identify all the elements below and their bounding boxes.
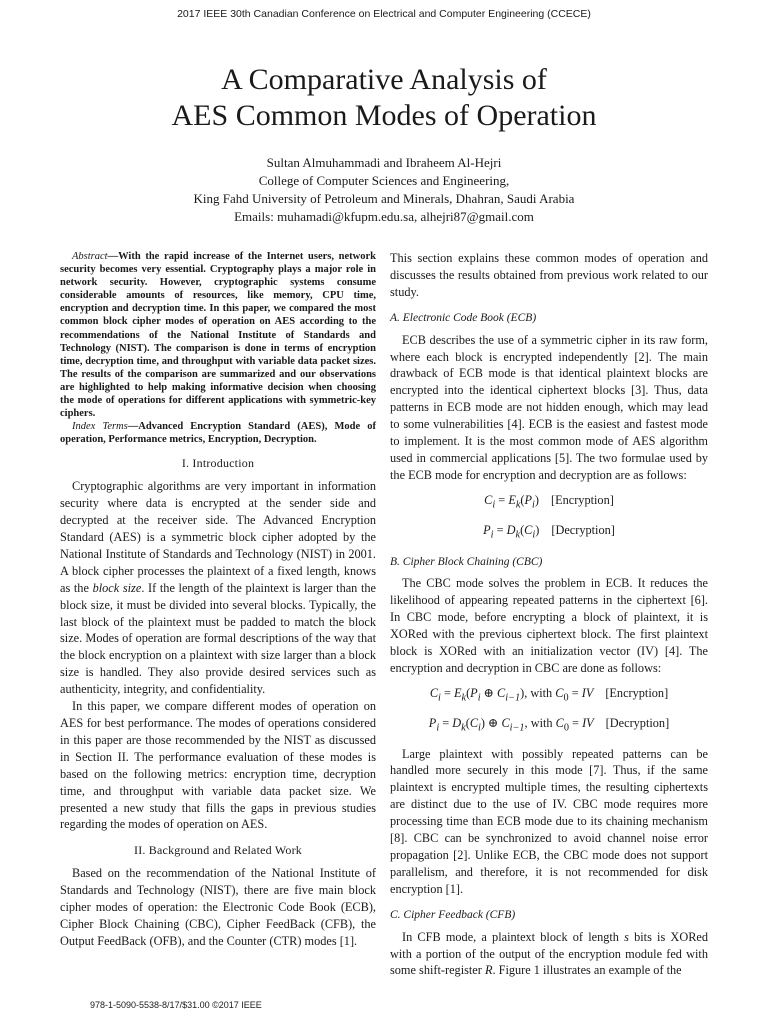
author-block <box>0 154 768 226</box>
cbc-encryption-tag: [Encryption] <box>605 685 669 700</box>
intro-p1-emphasis: block size <box>92 580 142 595</box>
paper-title <box>0 62 768 134</box>
abstract-text: —With the rapid increase of the Internet users, network security becomes very essential. Cryptography plays a major role in network security. However, cryptographic systems consume considerable amounts of resources, like memory, CPU time, encryption and decryption time. In this paper, we compared the most common block cipher modes of operation on AES according to the recommendations of the National Institute of Standards and Technology (NIST). The comparison is done in terms of encryption time, decryption time, and throughput with variable data packet sizes. The results of the comparison are summarized and our observations are highlighted to help making informative decision when choosing the mode of operations for different applications with symmetric-key ciphers. <box>60 251 376 420</box>
ecb-paragraph: ECB describes the use of a symmetric cipher in its raw form, where each block is encrypted independently [2]. The main drawback of ECB mode is that identical plaintext blocks are encrypted into the identical ciphertext blocks [3]. Thus, data patterns in ECB mode are not hidden enough, which may lead to some vulnerabilities [4]. ECB is the easiest and fastest mode to implement. It is the most common mode of AES algorithm used in commercial applications [5]. The two formulae used by the ECB mode for encryption and decryption are as follows: <box>390 332 708 482</box>
index-terms <box>60 420 376 446</box>
cfb-text-b: bits is XORed with a portion of the output of the encryption module fed with some shift-register <box>390 929 709 978</box>
cfb-text-a: In CFB mode, a plaintext block of length <box>402 929 625 944</box>
index-terms-label: Index Terms <box>72 421 128 433</box>
subsection-heading-cfb: C. Cipher Feedback (CFB) <box>390 908 516 921</box>
cfb-text-c: . Figure 1 illustrates an example of the <box>492 963 682 978</box>
abstract-label: Abstract <box>72 251 108 262</box>
cfb-paragraph <box>390 929 708 980</box>
ecb-encryption-equation: $C_i = E_k(P_i)$ [Encryption] <box>484 492 614 511</box>
cbc-paragraph-2: Large plaintext with possibly repeated patterns can be handled more securely in this mode [7]. Thus, if the same plaintext is encrypted multiple times, the resulting ciphertexts are distinct due to the use of IV. CBC mode requires more processing time than ECB mode due to its chaining mechanism [8]. CBC can be synchronized to avoid channel noise error propagation [2]. Unlike ECB, the CBC mode does not support parallelism, and therefore, it is not recommended for disk encryption [1]. <box>390 746 708 896</box>
index-terms-text: —Advanced Encryption Standard (AES), Mode of operation, Performance metrics, Encryption, Decryption. <box>60 421 376 446</box>
background-paragraph-1: Based on the recommendation of the National Institute of Standards and Technology (NIST), there are five main block cipher modes of operation: the Electronic Code Book (ECB), Cipher Block Chaining (CBC), Cipher FeedBack (CFB), the Output FeedBack (OFB), and the Counter (CTR) modes [1]. <box>60 866 376 948</box>
cbc-with-2: with <box>530 716 553 731</box>
cbc-encryption-equation: $C_i = E_k(P_i$ ⊕ $C_{i-1}$), with $C_0$ = IV [Encryption] <box>429 685 669 704</box>
ecb-decryption-tag: [Decryption] <box>551 523 615 538</box>
cfb-var-s: s <box>624 929 629 944</box>
cfb-var-r: R <box>484 963 493 978</box>
conference-header: 2017 IEEE 30th Canadian Conference on Electrical and Computer Engineering (CCECE) <box>177 8 591 20</box>
author-names: Sultan Almuhammadi and Ibraheem Al-Hejri <box>266 155 502 170</box>
right-column <box>390 250 708 979</box>
title-line-1: A Comparative Analysis of <box>221 63 547 96</box>
cbc-paragraph-1: The CBC mode solves the problem in ECB. It reduces the likelihood of appearing repeated patterns in the ciphertext [6]. In CBC mode, before encrypting a block of plaintext, it is XORed with the previous ciphertext block. The first plaintext block is XORed with an initialization vector (IV) [4]. The encryption and decryption in CBC are done as follows: <box>390 576 708 675</box>
intro-p1-text-b: . If the length of the plaintext is larger than the block size, it must be divided into several blocks. Typically, the last block of the plaintext must be padded to match the block size. Modes of operation are formal descriptions of the way that the block encryption on a plaintext with size larger than a block size is handled. They also provide desired services such as authenticity, integrity, and confidentiality. <box>60 580 376 697</box>
cbc-with-1: with <box>530 685 553 700</box>
intro-paragraph-2: In this paper, we compare different modes of operation on AES for best performance. The modes of operations considered in this paper are those recommended by the NIST as discussed in Section II. The performance evaluation of these modes is based on the following metrics: encryption time, decryption time, and throughput with variable data packet size. We presented a new study that fills the gaps in previous studies regarding the modes of operation on AES. <box>60 699 376 832</box>
copyright-footer: 978-1-5090-5538-8/17/$31.00 ©2017 IEEE <box>90 1000 262 1010</box>
ecb-decryption-equation: $P_i = D_k(C_i)$ [Decryption] <box>483 523 615 541</box>
cbc-decryption-tag: [Decryption] <box>605 716 670 731</box>
intro-p1-text-a: Cryptographic algorithms are very important in information security where data is encrypted at the sender side and decrypted at the receiver side. The Advanced Encryption Standard (AES) is a symmetric block cipher adopted by the National Institute of Standards and Technology (NIST) in 2001. A block cipher processes the plaintext of a fixed length, knows as the <box>60 479 376 595</box>
author-emails: Emails: muhamadi@kfupm.edu.sa, alhejri87@gmail.com <box>234 209 534 224</box>
ecb-encryption-tag: [Encryption] <box>550 492 614 507</box>
left-column <box>60 250 376 950</box>
background-paragraph-2: This section explains these common modes of operation and discusses the results obtained from previous work related to our study. <box>390 251 708 299</box>
cbc-decryption-equation: $P_i = D_k(C_i)$ ⊕ $C_{i-1}$, with $C_0$ = IV [Decryption] <box>428 716 670 734</box>
section-heading-introduction: I. Introduction <box>181 456 255 471</box>
abstract <box>60 250 376 420</box>
affiliation-college: College of Computer Sciences and Engineering, <box>258 173 510 188</box>
section-heading-background: II. Background and Related Work <box>134 843 302 858</box>
subsection-heading-ecb: A. Electronic Code Book (ECB) <box>390 311 537 324</box>
intro-paragraph-1 <box>60 478 376 698</box>
title-line-2: AES Common Modes of Operation <box>171 99 597 132</box>
subsection-heading-cbc: B. Cipher Block Chaining (CBC) <box>390 555 543 568</box>
affiliation-university: King Fahd University of Petroleum and Minerals, Dhahran, Saudi Arabia <box>193 191 575 206</box>
